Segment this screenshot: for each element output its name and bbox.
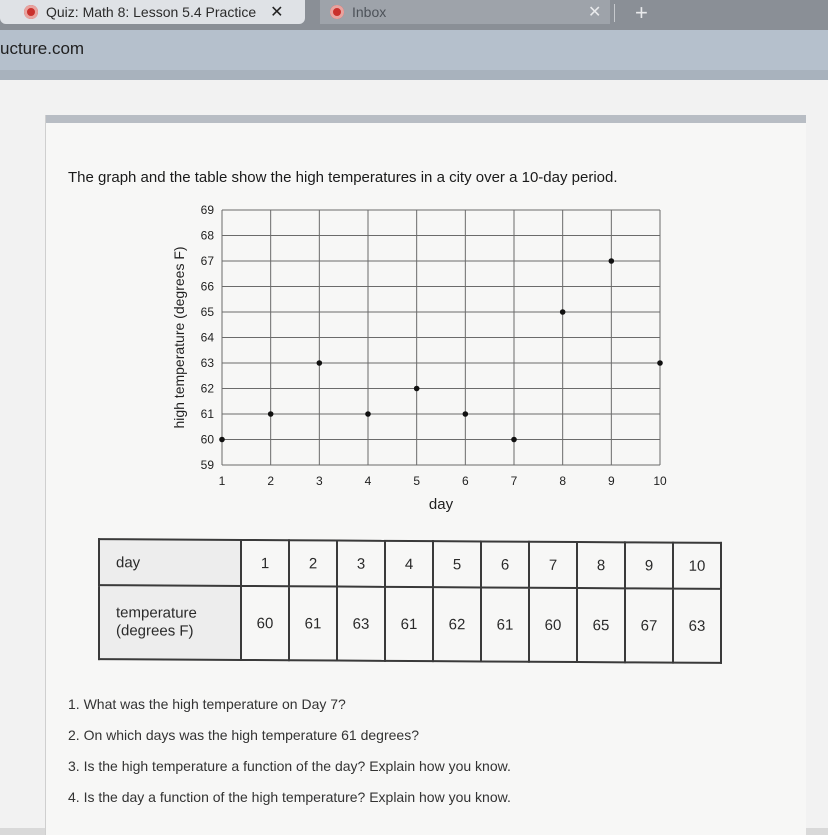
tab-divider (614, 4, 615, 22)
x-tick-label: 9 (607, 474, 615, 488)
table-cell: 2 (289, 540, 337, 586)
row-header-temperature (99, 585, 241, 660)
x-tick-label: 6 (461, 474, 469, 488)
data-point (657, 360, 663, 366)
table-cell: 65 (577, 588, 625, 662)
intro-text: The graph and the table show the high temperatures in a city over a 10-day period. (68, 169, 618, 186)
data-point (268, 411, 274, 417)
table-cell: 7 (529, 542, 577, 588)
close-tab-icon[interactable]: ✕ (270, 4, 284, 21)
x-tick-label: 5 (413, 474, 421, 488)
row-header-line1: temperature (116, 604, 197, 622)
card-header-strip (46, 115, 806, 123)
table-cell: 63 (337, 587, 385, 661)
table-cell: 61 (385, 587, 433, 661)
close-tab-icon[interactable]: ✕ (588, 4, 602, 21)
table-cell: 6 (481, 541, 529, 587)
question-item: 2. On which days was the high temperature 61 degrees? (68, 727, 419, 743)
question-item: 1. What was the high temperature on Day 7? (68, 696, 346, 712)
data-point (317, 360, 323, 366)
data-point (511, 437, 517, 443)
question-list (68, 696, 511, 820)
chart-svg (160, 195, 680, 525)
y-tick-label: 65 (200, 305, 214, 319)
table-cell: 3 (337, 541, 385, 587)
table-cell: 60 (241, 586, 289, 660)
table-cell: 61 (481, 587, 529, 661)
toolbar-strip (0, 70, 828, 80)
address-bar[interactable] (0, 30, 828, 70)
new-tab-button[interactable]: + (635, 0, 648, 25)
tab-quiz[interactable] (0, 0, 305, 24)
y-tick-label: 60 (200, 432, 214, 447)
row-header-day: day (99, 539, 241, 586)
table-cell: 4 (385, 541, 433, 587)
tab-quiz-title: Quiz: Math 8: Lesson 5.4 Practice (46, 4, 257, 20)
table-cell: 9 (625, 542, 673, 588)
x-tick-label: 7 (510, 474, 518, 488)
data-point (365, 411, 371, 417)
tab-inbox[interactable] (320, 0, 610, 24)
row-header-line2: (degrees F) (116, 622, 194, 640)
y-tick-label: 63 (200, 356, 214, 370)
data-point (219, 437, 225, 443)
table-cell: 67 (625, 588, 673, 662)
x-tick-label: 4 (364, 474, 372, 488)
x-tick-label: 2 (267, 474, 275, 488)
y-tick-label: 67 (200, 254, 214, 268)
table-cell: 60 (529, 588, 577, 662)
tab-inbox-title: Inbox (352, 4, 387, 20)
address-text[interactable]: ucture.com (0, 39, 85, 58)
y-tick-label: 61 (200, 407, 214, 421)
table-cell: 5 (433, 541, 481, 587)
data-point (609, 258, 615, 264)
y-tick-label: 66 (200, 279, 214, 294)
y-tick-label: 64 (200, 330, 214, 345)
question-item: 3. Is the high temperature a function of the day? Explain how you know. (68, 758, 511, 774)
table-row (99, 539, 721, 589)
table-cell: 1 (241, 540, 289, 586)
temperature-table (98, 538, 722, 664)
x-tick-label: 10 (653, 474, 667, 488)
x-tick-label: 1 (218, 474, 226, 488)
scatter-chart (160, 195, 680, 530)
data-point (560, 309, 566, 315)
data-point (414, 386, 420, 392)
data-point (463, 411, 469, 417)
table-cell: 63 (673, 589, 721, 663)
favicon-icon (330, 5, 344, 19)
x-tick-label: 3 (315, 474, 323, 488)
y-tick-label: 59 (200, 458, 214, 472)
question-item: 4. Is the day a function of the high temperature? Explain how you know. (68, 789, 511, 805)
y-tick-label: 69 (200, 203, 214, 217)
x-tick-label: 8 (559, 474, 567, 488)
y-tick-label: 68 (200, 228, 214, 243)
table-cell: 62 (433, 587, 481, 661)
y-tick-label: 62 (200, 381, 214, 396)
favicon-icon (24, 5, 38, 19)
table-cell: 61 (289, 586, 337, 660)
table-cell: 8 (577, 542, 625, 588)
table-cell: 10 (673, 543, 721, 589)
tab-bar (0, 0, 828, 30)
table-row (99, 585, 721, 663)
x-axis-label: day (428, 496, 454, 513)
y-axis-label: high temperature (degrees F) (171, 246, 187, 429)
